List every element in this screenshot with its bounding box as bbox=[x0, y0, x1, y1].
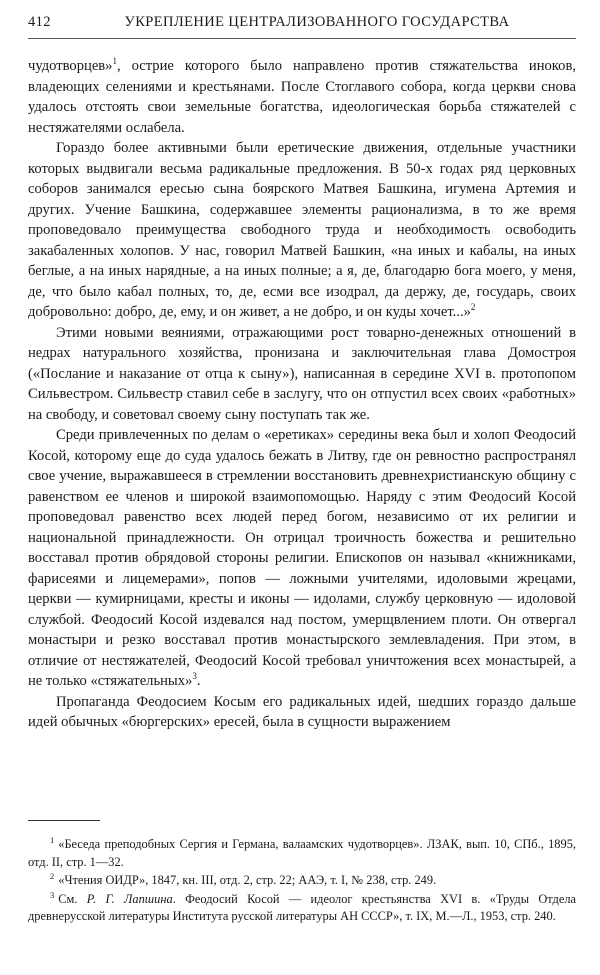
footnote-2 bbox=[28, 872, 576, 890]
paragraph-4 bbox=[28, 425, 576, 692]
running-title: УКРЕПЛЕНИЕ ЦЕНТРАЛИЗОВАННОГО ГОСУДАРСТВА bbox=[124, 14, 510, 30]
footnote-prefix: См. bbox=[58, 891, 87, 906]
footnote-ref-2: 2 bbox=[470, 302, 476, 313]
paragraph-text: Среди привлеченных по делам о «еретиках» середины века был и холоп Феодосий Косой, которому еще до суда удалось бежать в Литву, где он ревностно распространял свое учение, выражавшееся в стремлении восстановить древнехристианскую общину с равенством ее членов и широкой взаимопомощью. Наряду с этим Феодосий Косой проповедовал равенство всех людей перед богом, независимо от их религии и национальной принадлежности. Он отрицал троичность божества и решительно восставал против обрядовой стороны религии. Епископов он называл «книжниками, фарисеями и лицемерами», попов — ложными учителями, идоловыми жрецами, церкви — кумирницами, кресты и иконы — идолами, службу церковную — идоловой службой. Феодосий Косой издевался над постом, умерщвлением плоти. Он отвергал монастыри и резко восставал против монастырского землевладения. При этом, в отличие от нестяжателей, Феодосий Косой требовал уничтожения всех монастырей, а не только «стяжательных» bbox=[28, 427, 576, 689]
header-rule bbox=[28, 38, 576, 39]
paragraph-text: Пропаганда Феодосием Косым его радикальных идей, шедших гораздо дальше идей обычных «бюргерских» ересей, была в сущности выражением bbox=[28, 693, 576, 730]
paragraph-text: , острие которого было направлено против стяжательства иноков, владеющих селениями и крестьянами. После Стоглавого собора, когда церкви снова удалось отстоять свои земельные богатства, идеологическая борьба стяжателей с нестяжателями ослабела. bbox=[28, 58, 576, 136]
footnote-mark: 1 bbox=[50, 834, 55, 845]
paragraph-5 bbox=[28, 692, 576, 733]
footnote-mark: 2 bbox=[50, 871, 55, 882]
paragraph-text: Этими новыми веяниями, отражающими рост товарно-денежных отношений в недрах натурального хозяйства, пронизана и заключительная глава Домостроя («Послание и наказание от отца к сыну»), написанная в середине XVI в. протопопом Сильвестром. Сильвестр ставил себе в заслугу, что он отпустил всех своих «работных» на свободу, и советовал своему сыну поступать так же. bbox=[28, 324, 576, 423]
footnote-ref-1: 1 bbox=[112, 56, 117, 67]
paragraph-text: . bbox=[196, 673, 201, 689]
paragraph-1 bbox=[28, 56, 576, 138]
page-header bbox=[28, 14, 576, 31]
footnote-1 bbox=[28, 836, 576, 871]
paragraph-3 bbox=[28, 323, 576, 426]
footnote-ref-3: 3 bbox=[192, 671, 197, 682]
footnote-mark: 3 bbox=[50, 889, 55, 900]
footnote-author: Р. Г. Лапшина bbox=[86, 891, 173, 906]
footnote-rule bbox=[28, 820, 100, 821]
footnote-text: . Феодосий Косой — идеолог крестьянства XVI в. «Труды Отдела древнерусской литературы Института русской литературы АН СССР», т. IX, М.—Л., 1953, стр. 240. bbox=[28, 891, 577, 924]
footnote-text: «Беседа преподобных Сергия и Германа, валаамских чудотворцев». ЛЗАК, вып. 10, СПб., 1895, отд. II, стр. 1—32. bbox=[28, 837, 576, 869]
paragraph-text: Гораздо более активными были еретические движения, отдельные участники которых выдвигали весьма радикальные предложения. В 50-х годах ряд церковных соборов занимался ересью сына боярского Матвея Башкина, игумена Артемия и других. Учение Башкина, содержавшее элементы рационализма, в то же время проповедовало преимущества свободного труда и необходимость освободить закабаленных холопов. У нас, говорил Матвей Башкин, «на иных и кабалы, на иных беглые, а на иных нарядные, а на иных полные; а я, де, благодарю бога моего, у меня, де, что было кабал полных, то, де, есми все изодрал, да держу, де, государь, своих добровольно: добро, де, ему, и он живет, а не добро, и он куды хочет...» bbox=[28, 140, 576, 320]
paragraph-2 bbox=[28, 138, 576, 323]
paragraph-text: чудотворцев» bbox=[28, 58, 113, 74]
footnote-text: «Чтения ОИДР», 1847, кн. III, отд. 2, стр. 22; ААЭ, т. I, № 238, стр. 249. bbox=[58, 873, 437, 888]
footnotes bbox=[28, 836, 576, 927]
page-number: 412 bbox=[28, 14, 51, 30]
main-text bbox=[28, 56, 576, 733]
footnote-3 bbox=[28, 891, 576, 926]
